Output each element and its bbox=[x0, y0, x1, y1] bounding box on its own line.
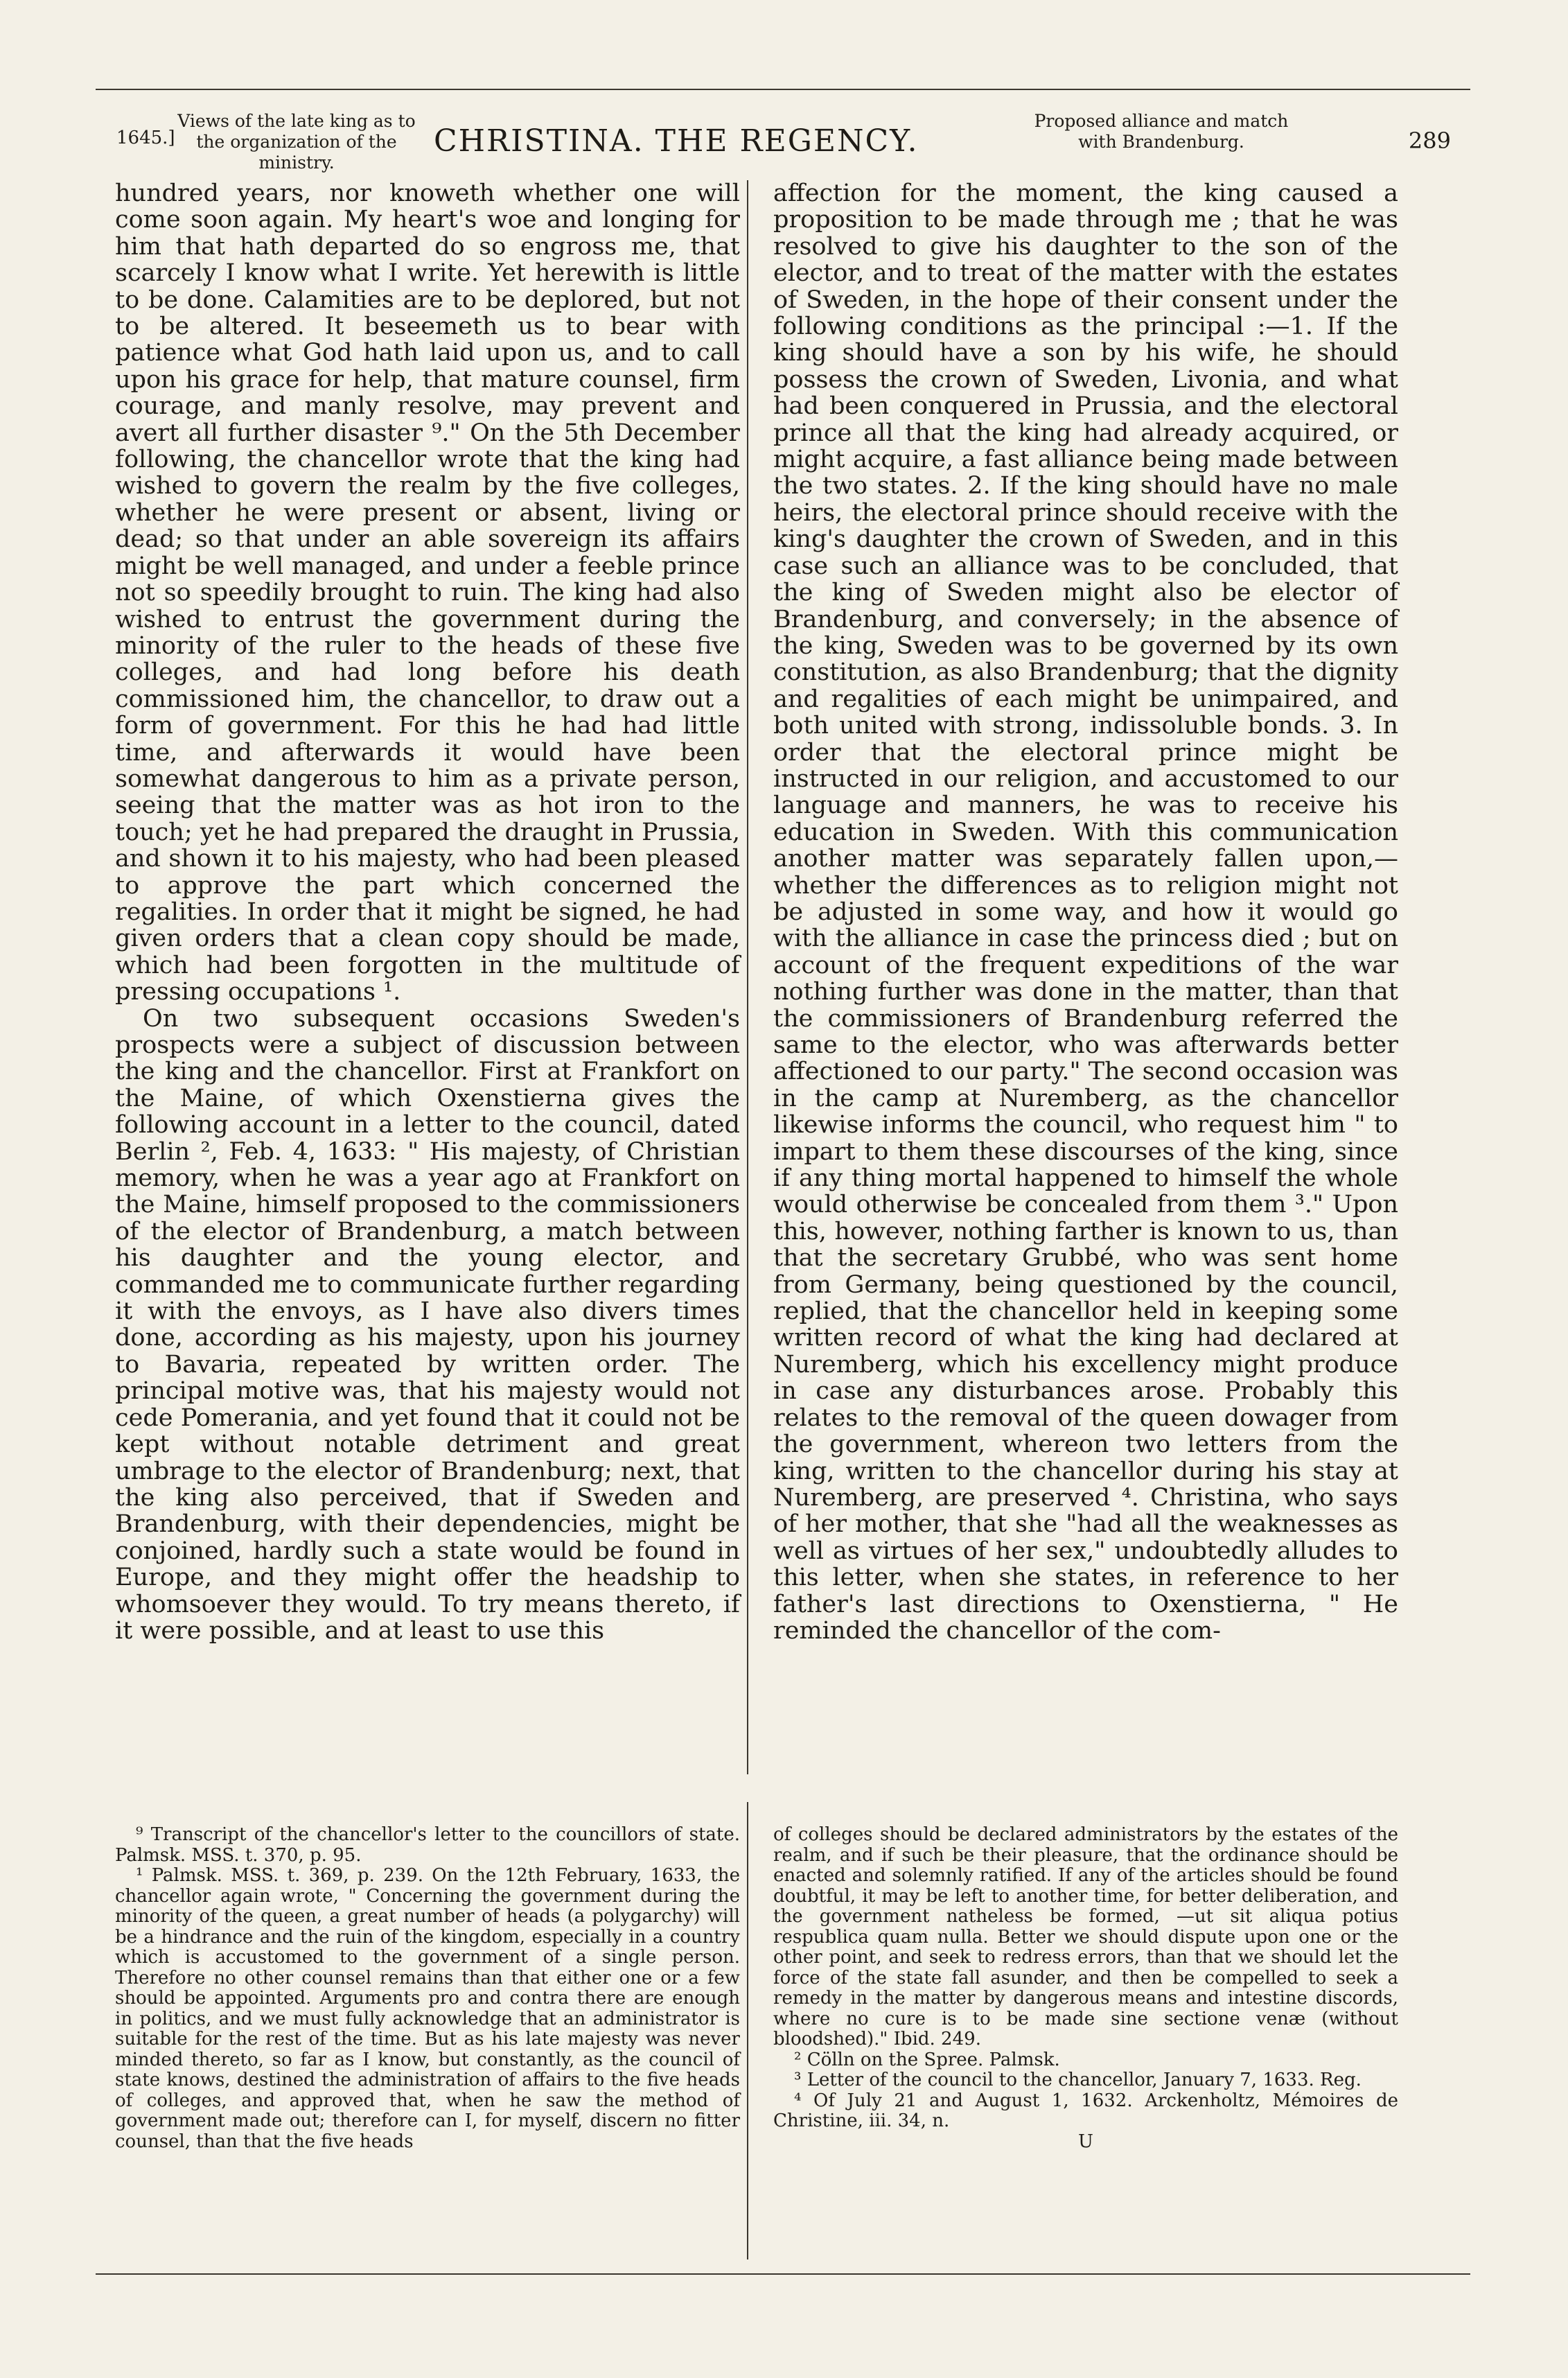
page-number: 289 bbox=[1408, 128, 1451, 154]
running-head bbox=[96, 103, 1470, 173]
footnotes-left bbox=[115, 1825, 740, 2152]
signature-mark: U bbox=[1078, 2131, 1093, 2152]
footnote: ⁴ Of July 21 and August 1, 1632. Arckenholtz, Mémoires de Christine, iii. 34, n. bbox=[773, 2090, 1398, 2131]
footnote: ² Cölln on the Spree. Palmsk. bbox=[794, 2049, 1060, 2070]
right-column bbox=[773, 180, 1398, 1644]
footnote-divider bbox=[747, 1802, 748, 2259]
footnote: ³ Letter of the council to the chancellor, January 7, 1633. Reg. bbox=[794, 2070, 1362, 2090]
left-column bbox=[115, 180, 740, 1644]
footnote: of colleges should be declared administrators by the estates of the realm, and if such be their pleasure, that the ordinance should be enacted and solemnly ratified. If any of the articles should be found doubtful, it may be left to another time, for better deliberation, and the government natheless be formed, —ut sit aliqua potius respublica quam nulla. Better we should dispute upon one or the other point, and seek to redress errors, than that we should let the force of the state fall asunder, and then be compelled to seek a remedy in the matter by dangerous means and intestine discords, where no cure is to be made sine sectione venæ (without bloodshed)." Ibid. 249. bbox=[773, 1824, 1398, 2049]
footnote: ¹ Palmsk. MSS. t. 369, p. 239. On the 12th February, 1633, the chancellor again wrote, " Concerning the government during the minority of the queen, a great number of heads (a polygarchy) will be a hindrance and the ruin of the kingdom, especially in a country which is accustomed to the government of a single person. Therefore no other counsel remains than that either one or a few should be appointed. Arguments pro and contra there are enough in politics, and we must fully acknowledge that an administrator is suitable for the rest of the time. But as his late majesty was never minded thereto, so far as I know, but constantly, as the council of state knows, destined the administration of affairs to the five heads of colleges, and approved that, when he saw the method of government made out; therefore can I, for myself, discern no fitter counsel, than that the five heads bbox=[115, 1865, 740, 2152]
paragraph: On two subsequent occasions Sweden's prospects were a subject of discussion between the king and the chancellor. First at Frankfort on the Maine, of which Oxenstierna gives the following account in a letter to the council, dated Berlin ², Feb. 4, 1633: " His majesty, of Christian memory, when he was a year ago at Frankfort on the Maine, himself proposed to the commissioners of the elector of Brandenburg, a match between his daughter and the young elector, and commanded me to communicate further regarding it with the envoys, as I have also divers times done, according as his majesty, upon his journey to Bavaria, repeated by written order. The principal motive was, that his majesty would not cede Pomerania, and yet found that it could not be kept without notable detriment and great umbrage to the elector of Brandenburg; next, that the king also perceived, that if Sweden and Brandenburg, with their dependencies, might be conjoined, hardly such a state would be found in Europe, and they might offer the headship to whomsoever they would. To try means thereto, if it were possible, and at least to use this bbox=[115, 1004, 740, 1645]
paragraph: affection for the moment, the king caused a proposition to be made through me ; that he was resolved to give his daughter to the son of the elector, and to treat of the matter with the estates of Sweden, in the hope of their consent under the following conditions as the principal :—1. If the king should have a son by his wife, he should possess the crown of Sweden, Livonia, and what had been conquered in Prussia, and the electoral prince all that the king had already acquired, or might acquire, a fast alliance being made between the two states. 2. If the king should have no male heirs, the electoral prince should receive with the king's daughter the crown of Sweden, and in this case such an alliance was to be concluded, that the king of Sweden might also be elector of Brandenburg, and conversely; in the absence of the king, Sweden was to be governed by its own constitution, as also Brandenburg; that the dignity and regalities of each might be unimpaired, and both united with strong, indissoluble bonds. 3. In order that the electoral prince might be instructed in our religion, and accustomed to our language and manners, he was to receive his education in Sweden. With this communication another matter was separately fallen upon,—whether the differences as to religion might not be adjusted in some way, and how it would go with the alliance in case the princess died ; but on account of the frequent expeditions of the war nothing further was done in the matter, than that the commissioners of Brandenburg referred the same to the elector, who was afterwards better affectioned to our party." The second occasion was in the camp at Nuremberg, as the chancellor likewise informs the council, who request him " to impart to them these discourses of the king, since if any thing mortal happened to himself the whole would otherwise be concealed from them ³." Upon this, however, nothing farther is known to us, than that the secretary Grubbé, who was sent home from Germany, being questioned by the council, replied, that the chancellor held in keeping some written record of what the king had declared at Nuremberg, which his excellency might produce in case any disturbances arose. Probably this relates to the removal of the queen dowager from the government, whereon two letters from the king, written to the chancellor during his stay at Nuremberg, are preserved ⁴. Christina, who says of her mother, that she "had all the weaknesses as well as virtues of her sex," undoubtedly alludes to this letter, when she states, in reference to her father's last directions to Oxenstierna, " He reminded the chancellor of the com- bbox=[773, 180, 1398, 1645]
column-divider bbox=[747, 180, 748, 1774]
footnote: ⁹ Transcript of the chancellor's letter to the councillors of state. Palmsk. MSS. t. 370, p. 95. bbox=[115, 1824, 740, 1866]
header-year: 1645.] bbox=[116, 128, 175, 148]
page-title: CHRISTINA. THE REGENCY. bbox=[434, 123, 919, 159]
footnotes-right bbox=[773, 1825, 1398, 2152]
header-right-sidenote: Proposed alliance and match with Brandenburg. bbox=[1034, 111, 1289, 152]
paragraph: hundred years, nor knoweth whether one will come soon again. My heart's woe and longing for him that hath departed do so engross me, that scarcely I know what I write. Yet herewith is little to be done. Calamities are to be deplored, but not to be altered. It beseemeth us to bear with patience what God hath laid upon us, and to call upon his grace for help, that mature counsel, firm courage, and manly resolve, may prevent and avert all further disaster ⁹." On the 5th December following, the chancellor wrote that the king had wished to govern the realm by the five colleges, whether he were present or absent, living or dead; so that under an able sovereign its affairs might be well managed, and under a feeble prince not so speedily brought to ruin. The king had also wished to entrust the government during the minority of the ruler to the heads of these five colleges, and had long before his death commissioned him, the chancellor, to draw out a form of government. For this he had had little time, and afterwards it would have been somewhat dangerous to him as a private person, seeing that the matter was as hot iron to the touch; yet he had prepared the draught in Prussia, and shown it to his majesty, who had been pleased to approve the part which concerned the regalities. In order that it might be signed, he had given orders that a clean copy should be made, which had been forgotten in the multitude of pressing occupations ¹. bbox=[115, 180, 740, 1006]
header-left-sidenote: Views of the late king as to the organization of the ministry. bbox=[177, 111, 416, 173]
book-page bbox=[96, 89, 1470, 2275]
